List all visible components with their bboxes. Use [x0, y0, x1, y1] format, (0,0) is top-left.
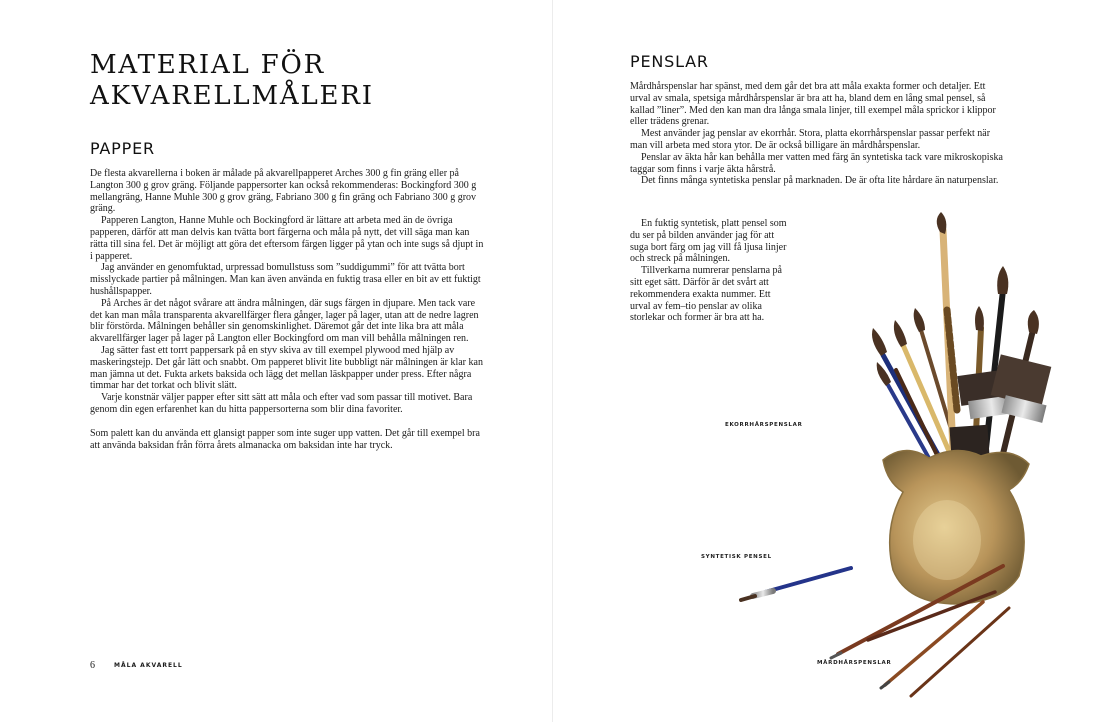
caption-mardharspenslar: MÅRDHÅRSPENSLAR — [817, 660, 892, 666]
loose-brushes — [741, 566, 1009, 696]
paragraph: Jag använder en genomfuktad, urpressad bomullstuss som ”suddigummi” för att tvätta bort misslyckade partier på målningen. Man kan även använda en fuktig trasa eller en bit av ett fuktigt hushållspapper. — [90, 262, 481, 297]
page-title: MATERIAL FÖR AKVARELLMÅLERI — [90, 50, 374, 111]
paragraph: På Arches är det något svårare att ändra målningen, där sugs färgen in djupare. Men tack vare det kan man måla transparenta akvarellfärger flera gånger, lager på lager, utan att de nedre lagren blir förstörda. Målningen behåller sin genomskinlighet. Däremot går det inte lika bra att måla akvarellfärger lager på lager på Langton eller Bockingford om man vill behålla målningen ren. — [90, 297, 479, 345]
penslar-body-text — [630, 81, 1006, 187]
paragraph: Tillverkarna numrerar penslarna på sitt eget sätt. Därför är det svårt att rekommendera exakta nummer. Ett urval av fem–tio penslar av olika storlekar och former är bra att ha. — [630, 265, 782, 324]
paragraph: Det finns många syntetiska penslar på marknaden. De är ofta lite hårdare än naturpenslar. — [641, 175, 999, 187]
paragraph: De flesta akvarellerna i boken är målade på akvarellpapperet Arches 300 g fin gräng eller på Langton 300 g grov gräng. Följande pappersorter kan också rekommenderas: Bockingford 300 g mellangräng, Hanne Muhle 300 g grov gräng, Fabriano 300 g fin gräng och Fabriano 300 g grov gräng. — [90, 168, 477, 215]
caption-syntetisk-pensel: SYNTETISK PENSEL — [701, 554, 772, 560]
paragraph: Varje konstnär väljer papper efter sitt sätt att måla och efter vad som passar till motivet. Bara genom din egen erfarenhet kan du hitta pappersorterna som blir dina favoriter. — [90, 392, 473, 415]
brushes-in-vase-photo — [733, 210, 1107, 700]
right-page — [553, 0, 1107, 722]
caption-ekorrharspenslar: EKORRHÅRSPENSLAR — [725, 422, 803, 428]
section-title-penslar: PENSLAR — [630, 52, 709, 71]
paragraph: Papperen Langton, Hanne Muhle och Bockingford är lättare att arbeta med än de övriga papperen, därför att man delvis kan tvätta bort färgerna och måla på nytt, det vill säga man kan rätta till sina fel. Det är möjligt att göra det eftersom färgen ligger på ytan och inte sugs så djupt in i papperet. — [90, 215, 484, 262]
paragraph: Mest använder jag penslar av ekorrhår. Stora, platta ekorrhårspenslar passar perfekt när man vill arbeta med stora ytor. De är också billigare än mårdhårspenslar. — [630, 128, 991, 151]
papper-body-text — [90, 168, 488, 451]
left-page — [0, 0, 553, 722]
paragraph: Jag sätter fast ett torrt pappersark på en styv skiva av till exempel plywood med hjälp av maskeringstejp. Det går lätt och snabbt. Om papperet blivit lite bubbligt när målningen är klar kan man jämna ut det. Fukta arkets baksida och lägg det mellan läskpapper under press. Efter några timmar har det torkat och blivit slätt. — [90, 344, 483, 392]
paragraph: Penslar av äkta hår kan behålla mer vatten med färg än syntetiska tack vare mikroskopiska taggar som finns i varje äkta hårstrå. — [630, 151, 1003, 175]
page-number: 6 — [90, 660, 95, 671]
paragraph: En fuktig syntetisk, platt pensel som du ser på bilden använder jag för att suga bort färg om jag vill få ljusa linjer och streck på målningen. — [630, 218, 787, 265]
running-title: MÅLA AKVARELL — [114, 662, 183, 669]
paragraph: Som palett kan du använda ett glansigt papper som inte suger upp vatten. Det går till exempel bra att använda baksidan från förra årets almanacka om baksidan inte har tryck. — [90, 427, 480, 451]
section-title-papper: PAPPER — [90, 139, 155, 158]
paragraph: Mårdhårspenslar har spänst, med dem går det bra att måla exakta former och detaljer. Ett urval av smala, spetsiga mårdhårspenslar är bra att ha, bland dem en lång smal pensel, så kallad ”liner”. Med den kan man dra långa smala linjer, till exempel måla sprickor i klippor eller trädens grenar. — [630, 81, 996, 128]
